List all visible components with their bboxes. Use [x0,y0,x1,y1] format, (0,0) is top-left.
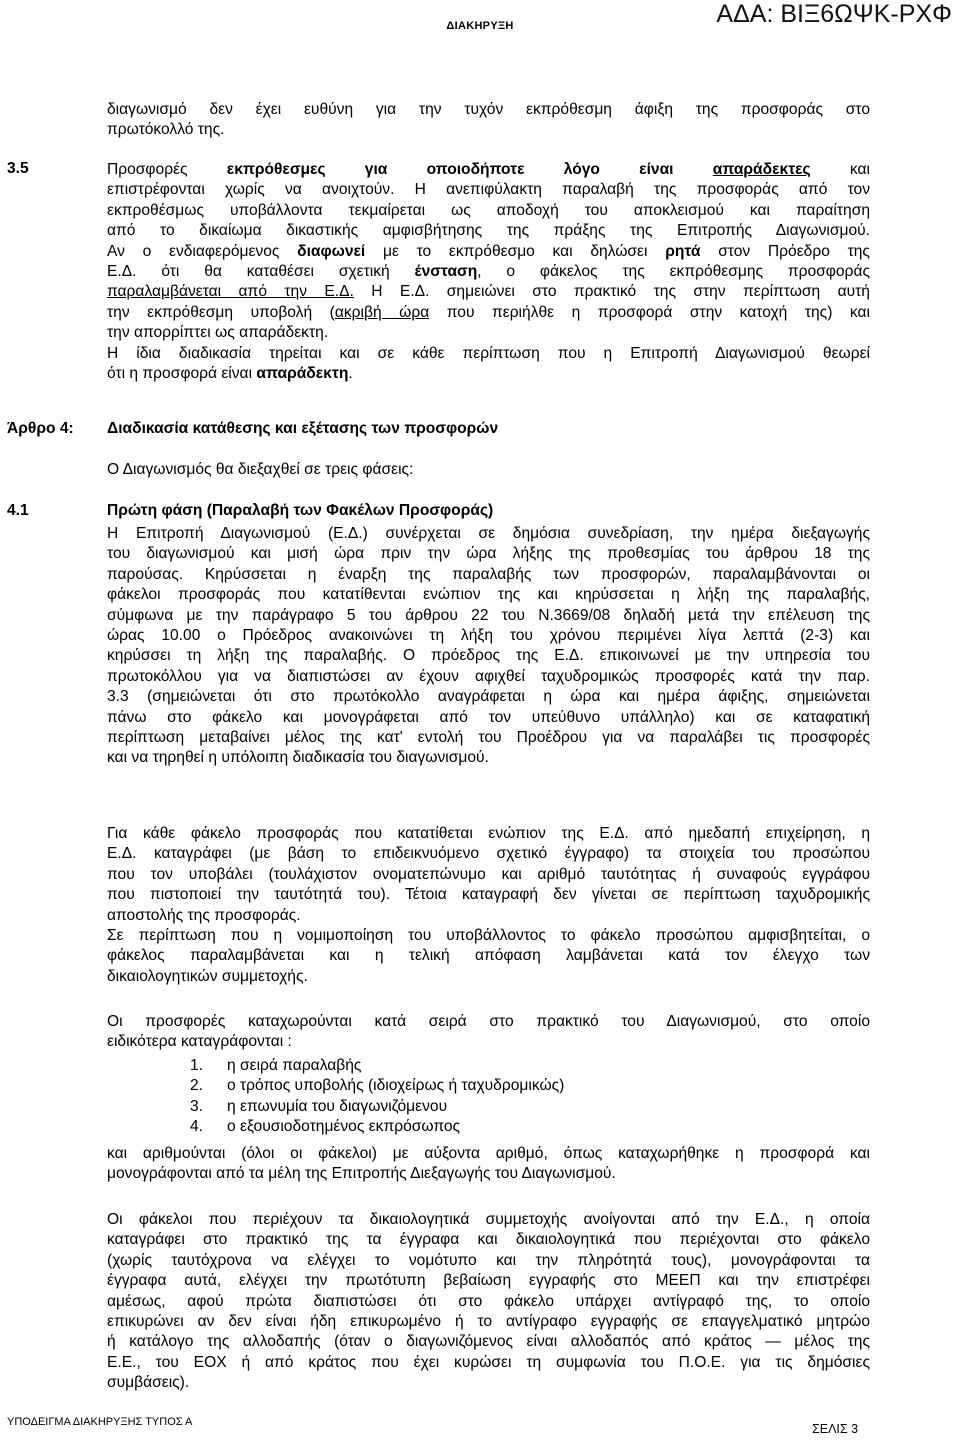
text-line: μονογράφονται από τα μέλη της Επιτροπής Διεξαγωγής του Διαγωνισμού. [107,1165,616,1183]
text-line: και να τηρηθεί η υπόλοιπη διαδικασία του διαγωνισμού. [107,749,489,767]
text-line: ή κατάλογο της αλλοδαπής (όταν ο διαγωνιζόμενος είναι αλλοδαπός από κράτος — μέλος της [107,1333,870,1351]
text-run: στον Πρόεδρο της [718,242,870,260]
list-item-text: ο εξουσιοδοτημένος εκπρόσωπος [227,1118,461,1136]
text-line: περίπτωση μεταβαίνει μέλος της κατ' εντολή του Προέδρου για να παραλάβει τις προσφορές [107,729,870,747]
section-title: Πρώτη φάση (Παραλαβή των Φακέλων Προσφοράς) [107,502,494,519]
list-item-text: ο τρόπος υποβολής (ιδιοχείρως ή ταχυδρομικώς) [227,1077,565,1095]
list-item-number: 4. [190,1118,204,1136]
text-line: πρωτοκόλλου για να διαπιστώσει αν έχουν αφιχθεί ταχυδρομικώς προσφορές κατά την παρ. [107,667,870,685]
underlined-text: παραλαμβάνεται από την Ε.Δ. [107,283,354,301]
list-item-text: η επωνυμία του διαγωνιζόμενου [227,1097,448,1115]
text-line: Για κάθε φάκελο προσφοράς που κατατίθεται ενώπιον της Ε.Δ. από ημεδαπή επιχείρηση, η [107,825,870,842]
section-3-5-paragraph [107,160,870,384]
text-line: διαγωνισμό δεν έχει ευθύνη για την τυχόν εκπρόθεσμη άφιξη της προσφοράς στο [107,101,870,118]
text-line: αμέσως, αφού πρώτα διαπιστώσει ότι στο φάκελο υπάρχει αντίγραφό της, το οποίο [107,1292,870,1310]
list-item [190,1076,564,1096]
section-4-1-paragraph-1 [107,524,870,769]
text-line: Οι φάκελοι που περιέχουν τα δικαιολογητικά συμμετοχής ανοίγονται από την Ε.Δ., η οποία [107,1211,870,1228]
footer-template-label: ΥΠΟΔΕΙΓΜΑ ΔΙΑΚΗΡΥΞΗΣ ΤΥΠΟΣ Α [7,1416,193,1428]
bold-text: ρητά [665,242,701,260]
text-line: Ε.Δ. καταγράφει (με βάση το επιδεικνυόμενο σχετικό έγγραφο) τα στοιχεία του προσώπου [107,845,870,863]
text-line: του διαγωνισμού και μισή ώρα πριν την ώρα λήξης της προθεσμίας του άρθρου 18 της [107,545,870,563]
text-line: παρούσας. Κηρύσσεται η έναρξη της παραλαβής των προσφορών, παραλαμβάνονται οι [107,565,870,583]
text-line: από το δικαίωμα δικαστικής αμφισβήτησης της πράξης της Επιτροπής Διαγωνισμού. [107,222,870,240]
list-item [190,1097,564,1117]
text-line: την απορρίπτει ως απαράδεκτη. [107,324,329,342]
text-line: Η Επιτροπή Διαγωνισμού (Ε.Δ.) συνέρχεται σε δημόσια συνεδρίαση, την ημέρα διεξαγωγής [107,525,870,542]
bold-text: διαφωνεί [297,242,366,260]
text-line: επικυρώνει αν δεν είναι ήδη επικυρωμένο ή το αντίγραφο εγγραφής σε επαγγελματικό μητρώο [107,1313,870,1331]
article-intro [107,460,870,480]
text-line [107,282,870,302]
text-run: Προσφορές [107,161,188,178]
text-run: Ε.Δ. ότι θα καταθέσει σχετική [107,263,390,281]
text-line [107,303,870,323]
text-run: , ο φάκελος της εκπρόθεσμης προσφοράς [477,263,870,281]
text-line: σύμφωνα με την παράγραφο 5 του άρθρου 22 του Ν.3669/08 δηλαδή μετά την επέλευση της [107,606,870,624]
text-line: Ο Διαγωνισμός θα διεξαχθεί σε τρεις φάσεις: [107,461,414,478]
header-label: ΔΙΑΚΗΡΥΞΗ [446,20,514,32]
text-run: με το εκπρόθεσμο και δηλώσει [382,242,648,260]
article-label: Άρθρο 4: [7,420,74,437]
section-4-1-paragraph-5 [107,1210,870,1394]
text-line: που πιστοποιεί την ταυτότητά του). Τέτοια καταγραφή δεν γίνεται σε περίπτωση ταχυδρομικής [107,886,870,904]
section-4-1-paragraph-3 [107,1012,870,1053]
text-line: Ε.Ε., του ΕΟΧ ή από κράτος που έχει κυρώσει τη συμφωνία του Π.Ο.Ε. για τις δημόσιες [107,1353,870,1371]
text-line: Η ίδια διαδικασία τηρείται και σε κάθε περίπτωση που η Επιτροπή Διαγωνισμού θεωρεί [107,344,870,362]
bold-text: ένσταση [414,263,478,281]
list-item [190,1117,564,1137]
list-item-number: 2. [190,1077,204,1095]
text-line: δικαιολογητικών συμμετοχής. [107,967,308,985]
text-line: ώρας 10.00 ο Πρόεδρος ανακοινώνει τη λήξη του χρόνου περιμένει λίγα λεπτά (2-3) και [107,627,870,645]
text-line: 3.3 (σημειώνεται ότι στο πρωτόκολλο αναγράφεται η ώρα και ημέρα άφιξης, σημειώνεται [107,688,870,706]
article-title: Διαδικασία κατάθεσης και εξέτασης των προσφορών [107,420,499,437]
text-line [107,262,870,282]
section-number: 4.1 [7,502,29,519]
bold-underlined-text: απαράδεκτες [712,161,811,178]
text-run: . [348,365,353,383]
underlined-text: ακριβή ώρα [334,303,430,321]
section-4-1-paragraph-4 [107,1144,870,1185]
ada-code: ΑΔΑ: ΒΙΞ6ΩΨΚ-ΡΧΦ [716,0,952,28]
text-line: συμβάσεις). [107,1374,190,1392]
text-line: πάνω στο φάκελο και μονογράφεται από τον υπεύθυνο υπάλληλο) και σε καταφατική [107,708,870,726]
text-line: εκπροθέσμως υποβάλλοντα τεκμαίρεται ως αποδοχή του αποκλεισμού και παραίτηση [107,201,870,219]
list-item [190,1056,564,1076]
list-item-text: η σειρά παραλαβής [227,1057,362,1074]
text-run: Η Ε.Δ. σημειώνει στο πρακτικό της στην περίπτωση αυτή [371,283,870,301]
text-line [107,242,870,262]
text-line: Σε περίπτωση που η νομιμοποίηση του υποβάλλοντος το φάκελο προσώπου αμφισβητείται, ο [107,927,870,945]
numbered-list [190,1056,564,1138]
text-line: Οι προσφορές καταχωρούνται κατά σειρά στο πρακτικό του Διαγωνισμού, στο οποίο [107,1013,870,1030]
bold-text: απαράδεκτη [256,365,349,383]
text-line [107,364,870,384]
text-line: καταγράφει στο πρακτικό της τα έγγραφα και δικαιολογητικά που περιέχονται στο φάκελο [107,1231,870,1249]
text-line: που τον υποβάλει (τουλάχιστον ονοματεπώνυμο και αριθμό ταυτότητας ή συναφούς εγγράφου [107,865,870,883]
text-line: φάκελοι προσφοράς που κατατίθενται ενώπιον της και κηρύσσεται η λήξη της παραλαβής, [107,586,870,604]
text-line: φάκελος παραλαμβάνεται και η τελική απόφαση λαμβάνεται κατά τον έλεγχο των [107,947,870,965]
text-run: ότι η προσφορά είναι [107,365,253,383]
text-line: επιστρέφονται χωρίς να ανοιχτούν. Η ανεπιφύλακτη παραλαβή της προσφοράς από τον [107,181,870,199]
top-paragraph [107,100,870,141]
text-run: και [849,161,870,178]
section-4-1-paragraph-2 [107,824,870,987]
section-number: 3.5 [7,160,29,177]
list-item-number: 1. [190,1057,204,1074]
footer-page-number: ΣΕΛΙΣ 3 [812,1422,859,1436]
text-line: αποστολής της προσφοράς. [107,906,301,924]
text-run: Αν ο ενδιαφερόμενος [107,242,280,260]
text-line: και αριθμούνται (όλοι οι φάκελοι) με αύξοντα αριθμό, όπως καταχωρήθηκε η προσφορά και [107,1145,870,1162]
text-line [107,160,870,180]
text-line: ειδικότερα καταγράφονται : [107,1033,292,1051]
text-line: (χωρίς ταυτόχρονα να ελέγχει το νομότυπο και την πληρότητά τους), μονογράφονται τα [107,1251,870,1269]
text-line: έγγραφα αυτά, ελέγχει την πρωτότυπη βεβαίωση εγγραφής στο ΜΕΕΠ και την επιστρέφει [107,1272,870,1290]
text-line: πρωτόκολλό της. [107,121,225,139]
bold-text: εκπρόθεσμες για οποιοδήποτε λόγο είναι [226,161,674,178]
text-run: την εκπρόθεσμη υποβολή ( [107,303,335,321]
text-line: κηρύσσει τη λήξη της παραλαβής. Ο πρόεδρος της Ε.Δ. επικοινωνεί με την υπηρεσία του [107,647,870,665]
list-item-number: 3. [190,1097,204,1115]
text-run: που περιήλθε η προσφορά στην κατοχή της) και [446,303,870,321]
